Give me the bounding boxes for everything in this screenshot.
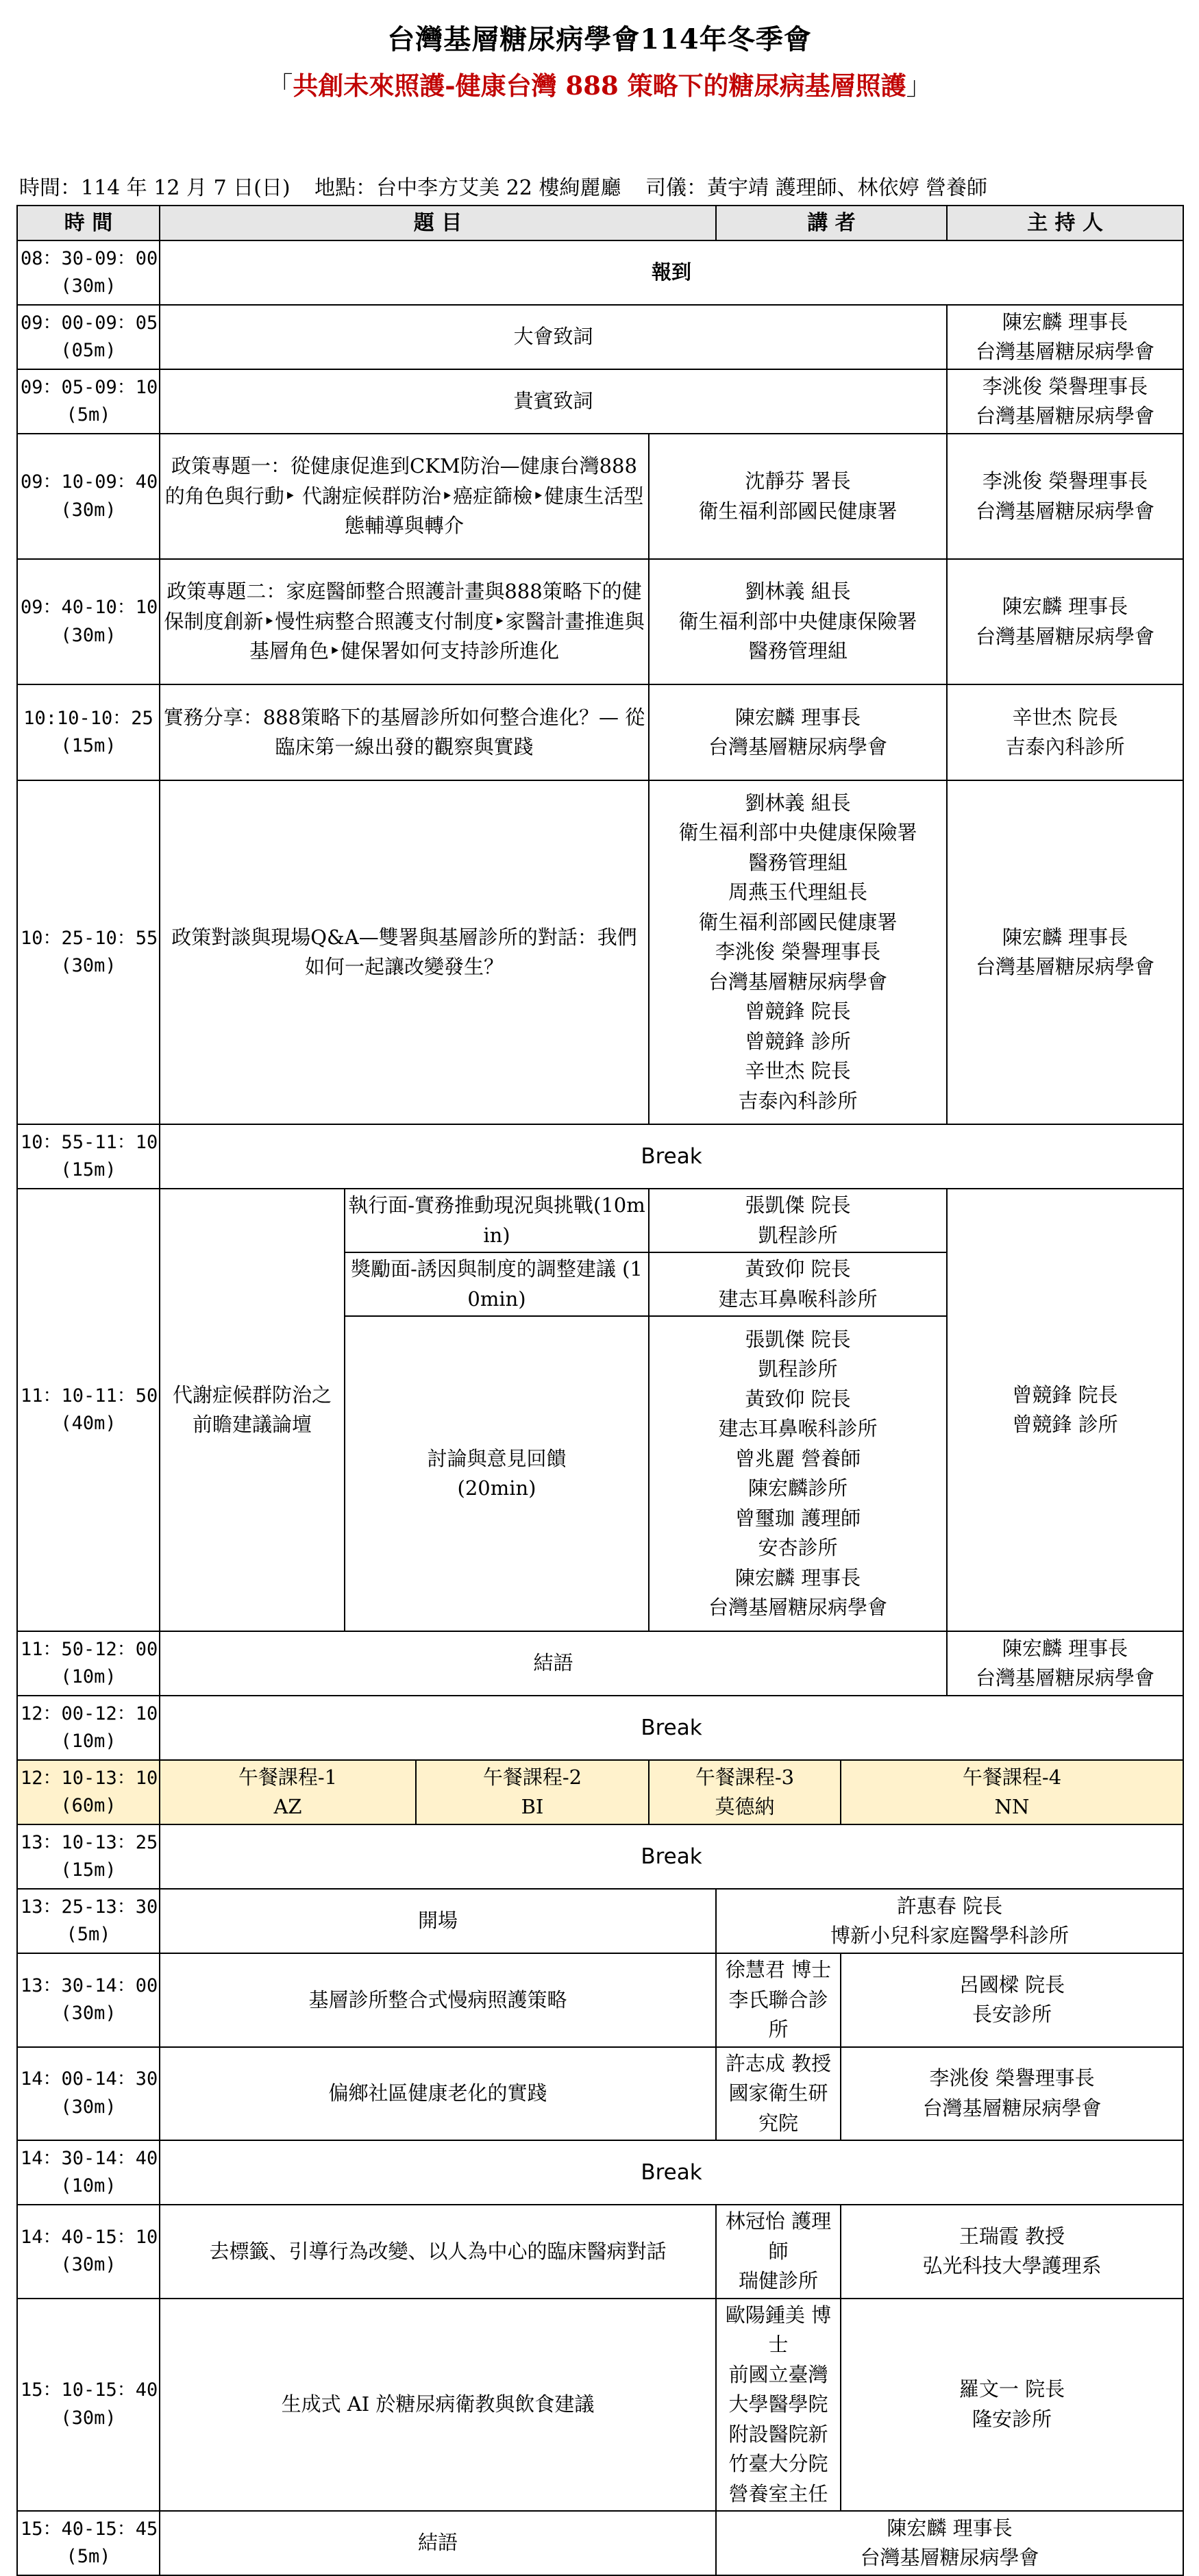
table-row: [17, 1953, 1183, 2047]
subtopic-cell: 獎勵面-誘因與制度的調整建議 (10min): [345, 1252, 649, 1316]
speaker-cell: 黃致仰 院長 建志耳鼻喉科診所: [649, 1252, 947, 1316]
col-time-header: 時 間: [17, 206, 160, 240]
subtitle-text: 共創未來照護-健康台灣 888 策略下的糖尿病基層照護: [293, 71, 906, 101]
topic-cell: 政策專題二：家庭醫師整合照護計畫與888策略下的健保制度創新‣慢性病整合照護支付制度‣家醫計畫推進與基層角色‣健保署如何支持診所進化: [160, 559, 649, 684]
speaker-cell: 林冠怡 護理師 瑞健診所: [716, 2205, 841, 2299]
table-row: [17, 2140, 1183, 2205]
time-cell: 10：55-11：10 (15m): [17, 1124, 160, 1189]
speaker-cell: 陳宏麟 理事長 台灣基層糖尿病學會: [716, 2511, 1183, 2575]
time-cell: 11：50-12：00 (10m): [17, 1631, 160, 1696]
moderator-cell: 羅文一 院長 隆安診所: [841, 2299, 1183, 2512]
table-row: [17, 559, 1183, 684]
subtopic-cell: 討論與意見回饋 (20min): [345, 1316, 649, 1631]
time-cell: 15：40-15：45 (5m): [17, 2511, 160, 2575]
moderator-cell: 陳宏麟 理事長 台灣基層糖尿病學會: [947, 780, 1183, 1124]
time-cell: 09：40-10：10 (30m): [17, 559, 160, 684]
table-row: [17, 240, 1183, 305]
topic-cell: 生成式 AI 於糖尿病衛教與飲食建議: [160, 2299, 716, 2512]
topic-cell: 去標籤、引導行為改變、以人為中心的臨床醫病對話: [160, 2205, 716, 2299]
speaker-cell: 劉林義 組長 衛生福利部中央健康保險署 醫務管理組: [649, 559, 947, 684]
topic-cell: 實務分享：888策略下的基層診所如何整合進化？— 從臨床第一線出發的觀察與實踐: [160, 684, 649, 780]
speaker-cell: 歐陽鍾美 博士 前國立臺灣大學醫學院附設醫院新竹臺大分院營養室主任: [716, 2299, 841, 2512]
lunch-course-cell: 午餐課程-4 NN: [841, 1760, 1183, 1824]
time-cell: 10:10-10：25 (15m): [17, 684, 160, 780]
time-cell: 12：10-13：10 (60m): [17, 1760, 160, 1824]
time-cell: 13：10-13：25 (15m): [17, 1824, 160, 1889]
topic-cell: 開場: [160, 1889, 716, 1953]
speaker-cell: 陳宏麟 理事長 台灣基層糖尿病學會: [649, 684, 947, 780]
table-row: [17, 1631, 1183, 1696]
table-row: [17, 305, 1183, 369]
col-moderator-header: 主 持 人: [947, 206, 1183, 240]
moderator-cell: 李洮俊 榮譽理事長 台灣基層糖尿病學會: [947, 434, 1183, 559]
col-topic-header: 題 目: [160, 206, 716, 240]
lunch-course-cell: 午餐課程-1 AZ: [160, 1760, 416, 1824]
time-cell: 09：00-09：05 (05m): [17, 305, 160, 369]
break-cell: Break: [160, 1124, 1183, 1189]
topic-cell: 政策對談與現場Q&A—雙署與基層診所的對話：我們如何一起讓改變發生？: [160, 780, 649, 1124]
time-cell: 13：30-14：00 (30m): [17, 1953, 160, 2047]
time-cell: 09：05-09：10 (5m): [17, 369, 160, 434]
table-row: [17, 434, 1183, 559]
meta-time: 時間：114 年 12 月 7 日(日): [19, 176, 291, 200]
table-row: [17, 780, 1183, 1124]
subtopic-cell: 執行面-實務推動現況與挑戰(10min): [345, 1189, 649, 1252]
topic-cell: 報到: [160, 240, 1183, 305]
event-meta: [16, 171, 1183, 201]
header-row: [17, 206, 1183, 240]
page-title: 台灣基層糖尿病學會114年冬季會: [387, 23, 812, 55]
moderator-cell: 陳宏麟 理事長 台灣基層糖尿病學會: [947, 559, 1183, 684]
col-speaker-header: 講 者: [716, 206, 947, 240]
topic-cell: 大會致詞: [160, 305, 947, 369]
schedule-table: [16, 205, 1184, 2576]
agenda-page: [16, 0, 1183, 2576]
table-row: [17, 1889, 1183, 1953]
speaker-cell: 劉林義 組長 衛生福利部中央健康保險署 醫務管理組 周燕玉代理組長 衛生福利部國民健康署 李洮俊 榮譽理事長 台灣基層糖尿病學會 曾競鋒 院長 曾競鋒 診所 辛世杰 院長 吉泰內科診所: [649, 780, 947, 1124]
topic-cell: 結語: [160, 2511, 716, 2575]
time-cell: 08：30-09：00 (30m): [17, 240, 160, 305]
break-cell: Break: [160, 1696, 1183, 1760]
table-row: [17, 2047, 1183, 2141]
time-cell: 15：10-15：40 (30m): [17, 2299, 160, 2512]
break-cell: Break: [160, 1824, 1183, 1889]
table-row: [17, 1124, 1183, 1189]
topic-cell: 政策專題一：從健康促進到CKM防治—健康台灣888的角色與行動‣ 代謝症候群防治‣癌症篩檢‣健康生活型態輔導與轉介: [160, 434, 649, 559]
moderator-cell: 陳宏麟 理事長 台灣基層糖尿病學會: [947, 305, 1183, 369]
table-row: [17, 2205, 1183, 2299]
page-subtitle: [16, 65, 1183, 102]
moderator-cell: 李洮俊 榮譽理事長 台灣基層糖尿病學會: [947, 369, 1183, 434]
time-cell: 14：30-14：40 (10m): [17, 2140, 160, 2205]
table-row: [17, 1189, 1183, 1252]
break-cell: Break: [160, 2140, 1183, 2205]
subtitle-close-bracket: 」: [906, 71, 932, 101]
speaker-cell: 張凱傑 院長 凱程診所: [649, 1189, 947, 1252]
time-cell: 10：25-10：55 (30m): [17, 780, 160, 1124]
table-row: [17, 369, 1183, 434]
topic-cell: 偏鄉社區健康老化的實踐: [160, 2047, 716, 2141]
topic-cell: 結語: [160, 1631, 947, 1696]
table-row: [17, 1824, 1183, 1889]
topic-cell: 基層診所整合式慢病照護策略: [160, 1953, 716, 2047]
table-row: [17, 1696, 1183, 1760]
time-cell: 09：10-09：40 (30m): [17, 434, 160, 559]
table-row: [17, 2299, 1183, 2512]
table-row: [17, 684, 1183, 780]
subtitle-open-bracket: 「: [267, 71, 293, 101]
moderator-cell: 王瑞霞 教授 弘光科技大學護理系: [841, 2205, 1183, 2299]
moderator-cell: 李洮俊 榮譽理事長 台灣基層糖尿病學會: [841, 2047, 1183, 2141]
speaker-cell: 徐慧君 博士 李氏聯合診所: [716, 1953, 841, 2047]
time-cell: 12：00-12：10 (10m): [17, 1696, 160, 1760]
lunch-course-cell: 午餐課程-3 莫德納: [649, 1760, 841, 1824]
forum-title-cell: 代謝症候群防治之前瞻建議論壇: [160, 1189, 345, 1631]
moderator-cell: 辛世杰 院長 吉泰內科診所: [947, 684, 1183, 780]
moderator-cell: 陳宏麟 理事長 台灣基層糖尿病學會: [947, 1631, 1183, 1696]
topic-cell: 貴賓致詞: [160, 369, 947, 434]
time-cell: 11：10-11：50 (40m): [17, 1189, 160, 1631]
time-cell: 13：25-13：30 (5m): [17, 1889, 160, 1953]
speaker-cell: 沈靜芬 署長 衛生福利部國民健康署: [649, 434, 947, 559]
speaker-cell: 許志成 教授 國家衛生研究院: [716, 2047, 841, 2141]
time-cell: 14：40-15：10 (30m): [17, 2205, 160, 2299]
speaker-cell: 張凱傑 院長 凱程診所 黃致仰 院長 建志耳鼻喉科診所 曾兆麗 營養師 陳宏麟診所 曾璽珈 護理師 安杏診所 陳宏麟 理事長 台灣基層糖尿病學會: [649, 1316, 947, 1631]
lunch-course-cell: 午餐課程-2 BI: [416, 1760, 649, 1824]
time-cell: 14：00-14：30 (30m): [17, 2047, 160, 2141]
moderator-cell: 曾競鋒 院長 曾競鋒 診所: [947, 1189, 1183, 1631]
meta-place: 地點：台中李方艾美 22 樓絢麗廳: [314, 176, 621, 200]
table-row: [17, 2511, 1183, 2575]
meta-host: 司儀：黃宇靖 護理師、林依婷 營養師: [645, 176, 988, 200]
speaker-cell: 許惠春 院長 博新小兒科家庭醫學科診所: [716, 1889, 1183, 1953]
moderator-cell: 呂國樑 院長 長安診所: [841, 1953, 1183, 2047]
table-row-lunch: [17, 1760, 1183, 1824]
